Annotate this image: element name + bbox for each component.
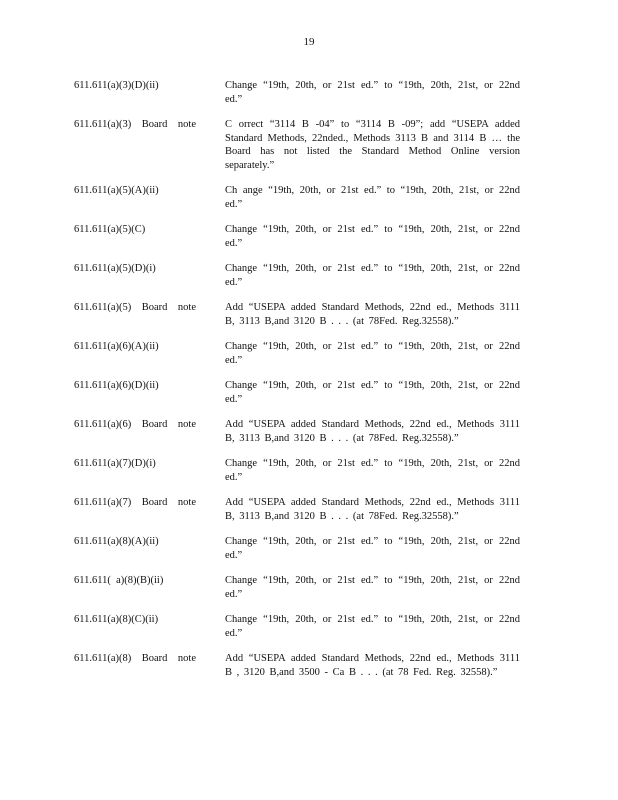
citation: 611.611(a)(5)(C) [74,224,146,235]
table-row [74,79,520,106]
change-text: Change “19th, 20th, or 21st ed.” to “19th, 20th, 21st, or 22nd ed.” [225,341,520,366]
change-text: Ch ange “19th, 20th, or 21st ed.” to “19th, 20th, 21st, or 22nd ed.” [225,185,520,210]
change-text: Change “19th, 20th, or 21st ed.” to “19th, 20th, 21st, or 22nd ed.” [225,80,520,105]
citation: 611.611(a)(8)(A)(ii) [74,536,159,547]
citation: 611.611(a)(6)(A)(ii) [74,341,159,352]
change-text: Change “19th, 20th, or 21st ed.” to “19th, 20th, 21st, or 22nd ed.” [225,263,520,288]
table-row [74,457,520,484]
table-row [74,652,520,679]
change-text: Change “19th, 20th, or 21st ed.” to “19th, 20th, 21st, or 22nd ed.” [225,458,520,483]
change-text: C orrect “3114 B -04” to “3114 B -09”; add “USEPA added Standard Methods, 22nded., Methods 3113 B and 3114 B … the Board has not listed the Standard Method Online version separately.” [225,119,520,171]
citation: 611.611(a)(5) Board note [74,302,196,313]
table-row [74,379,520,406]
citation: 611.611(a)(8)(C)(ii) [74,614,159,625]
table-row [74,574,520,601]
change-text: Change “19th, 20th, or 21st ed.” to “19th, 20th, 21st, or 22nd ed.” [225,536,520,561]
change-text: Add “USEPA added Standard Methods, 22nd ed., Methods 3111 B, 3113 B,and 3120 B . . . (at 78Fed. Reg.32558).” [225,302,520,327]
citation: 611.611(a)(7) Board note [74,497,196,508]
change-text: Change “19th, 20th, or 21st ed.” to “19th, 20th, 21st, or 22nd ed.” [225,224,520,249]
table-row [74,301,520,328]
page-number: 19 [303,36,315,48]
change-text: Change “19th, 20th, or 21st ed.” to “19th, 20th, 21st, or 22nd ed.” [225,380,520,405]
citation: 611.611(a)(6)(D)(ii) [74,380,159,391]
citation: 611.611(a)(8) Board note [74,653,196,664]
citation: 611.611(a)(6) Board note [74,419,196,430]
table-row [74,613,520,640]
table-row [74,418,520,445]
citation: 611.611(a)(3)(D)(ii) [74,80,159,91]
table-row [74,223,520,250]
table-row [74,262,520,289]
citation: 611.611(a)(5)(A)(ii) [74,185,159,196]
citation: 611.611(a)(7)(D)(i) [74,458,156,469]
table-row [74,184,520,211]
citation: 611.611(a)(3) Board note [74,119,196,130]
change-text: Change “19th, 20th, or 21st ed.” to “19th, 20th, 21st, or 22nd ed.” [225,614,520,639]
change-text: Add “USEPA added Standard Methods, 22nd ed., Methods 3111 B , 3120 B,and 3500 - Ca B . . . (at 78 Fed. Reg. 32558).” [225,653,520,678]
change-text: Add “USEPA added Standard Methods, 22nd ed., Methods 3111 B, 3113 B,and 3120 B . . . (at 78Fed. Reg.32558).” [225,497,520,522]
citation: 611.611(a)(5)(D)(i) [74,263,156,274]
change-text: Add “USEPA added Standard Methods, 22nd ed., Methods 3111 B, 3113 B,and 3120 B . . . (at 78Fed. Reg.32558).” [225,419,520,444]
change-text: Change “19th, 20th, or 21st ed.” to “19th, 20th, 21st, or 22nd ed.” [225,575,520,600]
amendment-table [74,79,520,679]
table-row [74,535,520,562]
citation: 611.611( a)(8)(B)(ii) [74,575,164,586]
table-row [74,118,520,172]
table-row [74,340,520,367]
table-row [74,496,520,523]
